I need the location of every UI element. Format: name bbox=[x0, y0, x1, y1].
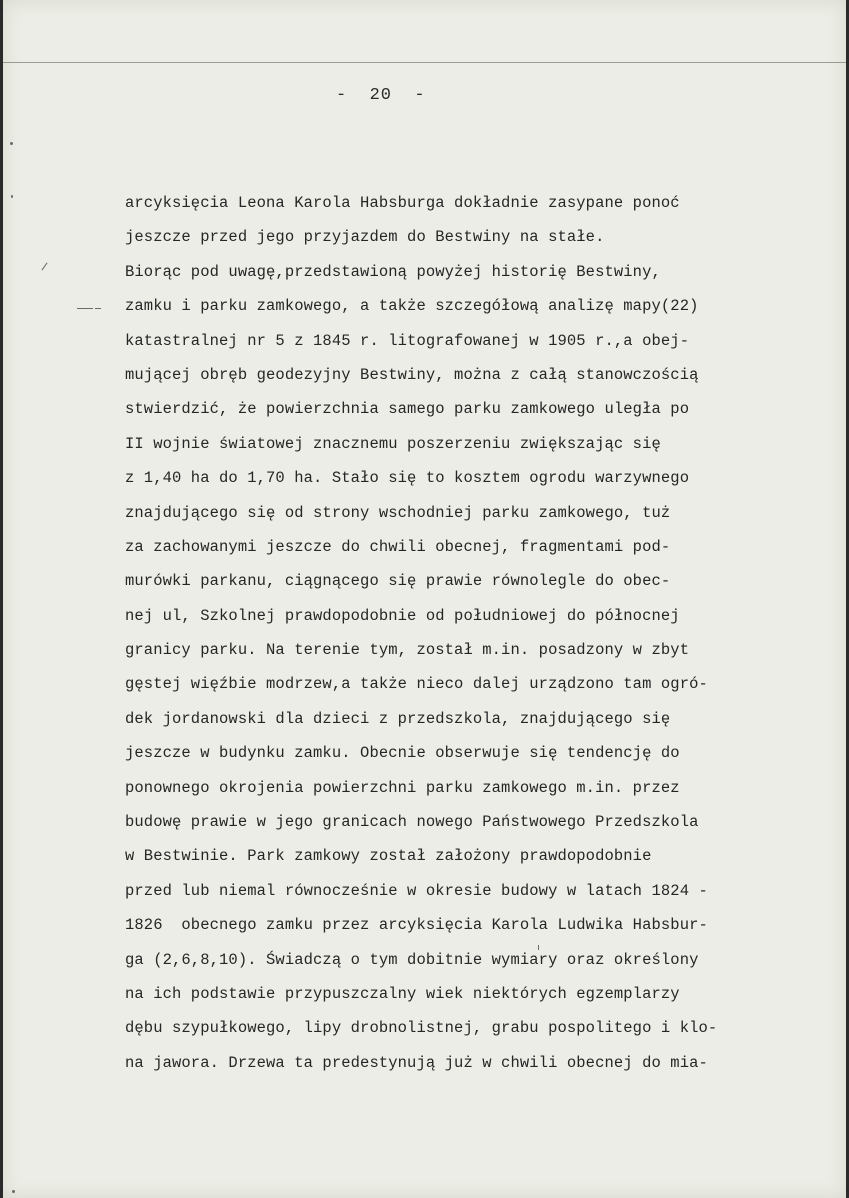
margin-mark bbox=[10, 142, 13, 145]
text-line: zamku i parku zamkowego, a także szczegółową analizę mapy(22) bbox=[125, 297, 699, 316]
text-line: gęstej więźbie modrzew,a także nieco dalej urządzono tam ogró- bbox=[125, 675, 708, 694]
text-line: ponownego okrojenia powierzchni parku zamkowego m.in. przez bbox=[125, 778, 680, 797]
text-line: arcyksięcia Leona Karola Habsburga dokładnie zasypane ponoć bbox=[125, 194, 680, 212]
text-line: przed lub niemal równocześnie w okresie budowy w latach 1824 - bbox=[125, 881, 708, 900]
text-line: dek jordanowski dla dzieci z przedszkola, znajdującego się bbox=[125, 709, 671, 728]
margin-mark bbox=[95, 308, 101, 309]
text-line: katastralnej nr 5 z 1845 r. litografowanej w 1905 r.,a obej- bbox=[125, 331, 690, 350]
text-line: stwierdzić, że powierzchnia samego parku zamkowego uległa po bbox=[125, 400, 690, 419]
text-line: 1826 obecnego zamku przez arcyksięcia Karola Ludwika Habsbur- bbox=[125, 916, 708, 935]
text-line: mującej obręb geodezyjny Bestwiny, można z całą stanowczością bbox=[125, 365, 699, 384]
text-line: murówki parkanu, ciągnącego się prawie równolegle do obec- bbox=[125, 572, 671, 591]
top-rule bbox=[3, 62, 846, 63]
text-line: jeszcze przed jego przyjazdem do Bestwiny na stałe. bbox=[125, 228, 605, 247]
text-line: Biorąc pod uwagę,przedstawioną powyżej historię Bestwiny, bbox=[125, 262, 661, 281]
text-line: granicy parku. Na terenie tym, został m.in. posadzony w zbyt bbox=[125, 641, 690, 660]
text-line: ga (2,6,8,10). Świadczą o tym dobitnie wymiary oraz określony bbox=[125, 950, 699, 969]
page-number: - 20 - bbox=[336, 86, 426, 105]
body-text bbox=[125, 186, 815, 1080]
text-line: dębu szypułkowego, lipy drobnolistnej, grabu pospolitego i klo- bbox=[125, 1019, 718, 1038]
text-line: nej ul, Szkolnej prawdopodobnie od południowej do północnej bbox=[125, 606, 680, 625]
text-line: znajdującego się od strony wschodniej parku zamkowego, tuż bbox=[125, 503, 671, 522]
text-line: na jawora. Drzewa ta predestynują już w chwili obecnej do mia- bbox=[125, 1053, 708, 1072]
text-line: w Bestwinie. Park zamkowy został założony prawdopodobnie bbox=[125, 847, 652, 866]
document-page bbox=[3, 0, 846, 1198]
text-line: na ich podstawie przypuszczalny wiek niektórych egzemplarzy bbox=[125, 984, 680, 1003]
text-line: z 1,40 ha do 1,70 ha. Stało się to kosztem ogrodu warzywnego bbox=[125, 469, 690, 488]
text-line: II wojnie światowej znacznemu poszerzeniu zwiększając się bbox=[125, 434, 661, 453]
text-line: jeszcze w budynku zamku. Obecnie obserwuje się tendencję do bbox=[125, 744, 680, 763]
margin-mark bbox=[42, 263, 48, 271]
margin-mark bbox=[12, 1190, 15, 1193]
text-line: budowę prawie w jego granicach nowego Państwowego Przedszkola bbox=[125, 813, 699, 832]
margin-mark bbox=[77, 308, 93, 309]
text-line: za zachowanymi jeszcze do chwili obecnej, fragmentami pod- bbox=[125, 537, 671, 556]
margin-mark bbox=[11, 195, 13, 198]
